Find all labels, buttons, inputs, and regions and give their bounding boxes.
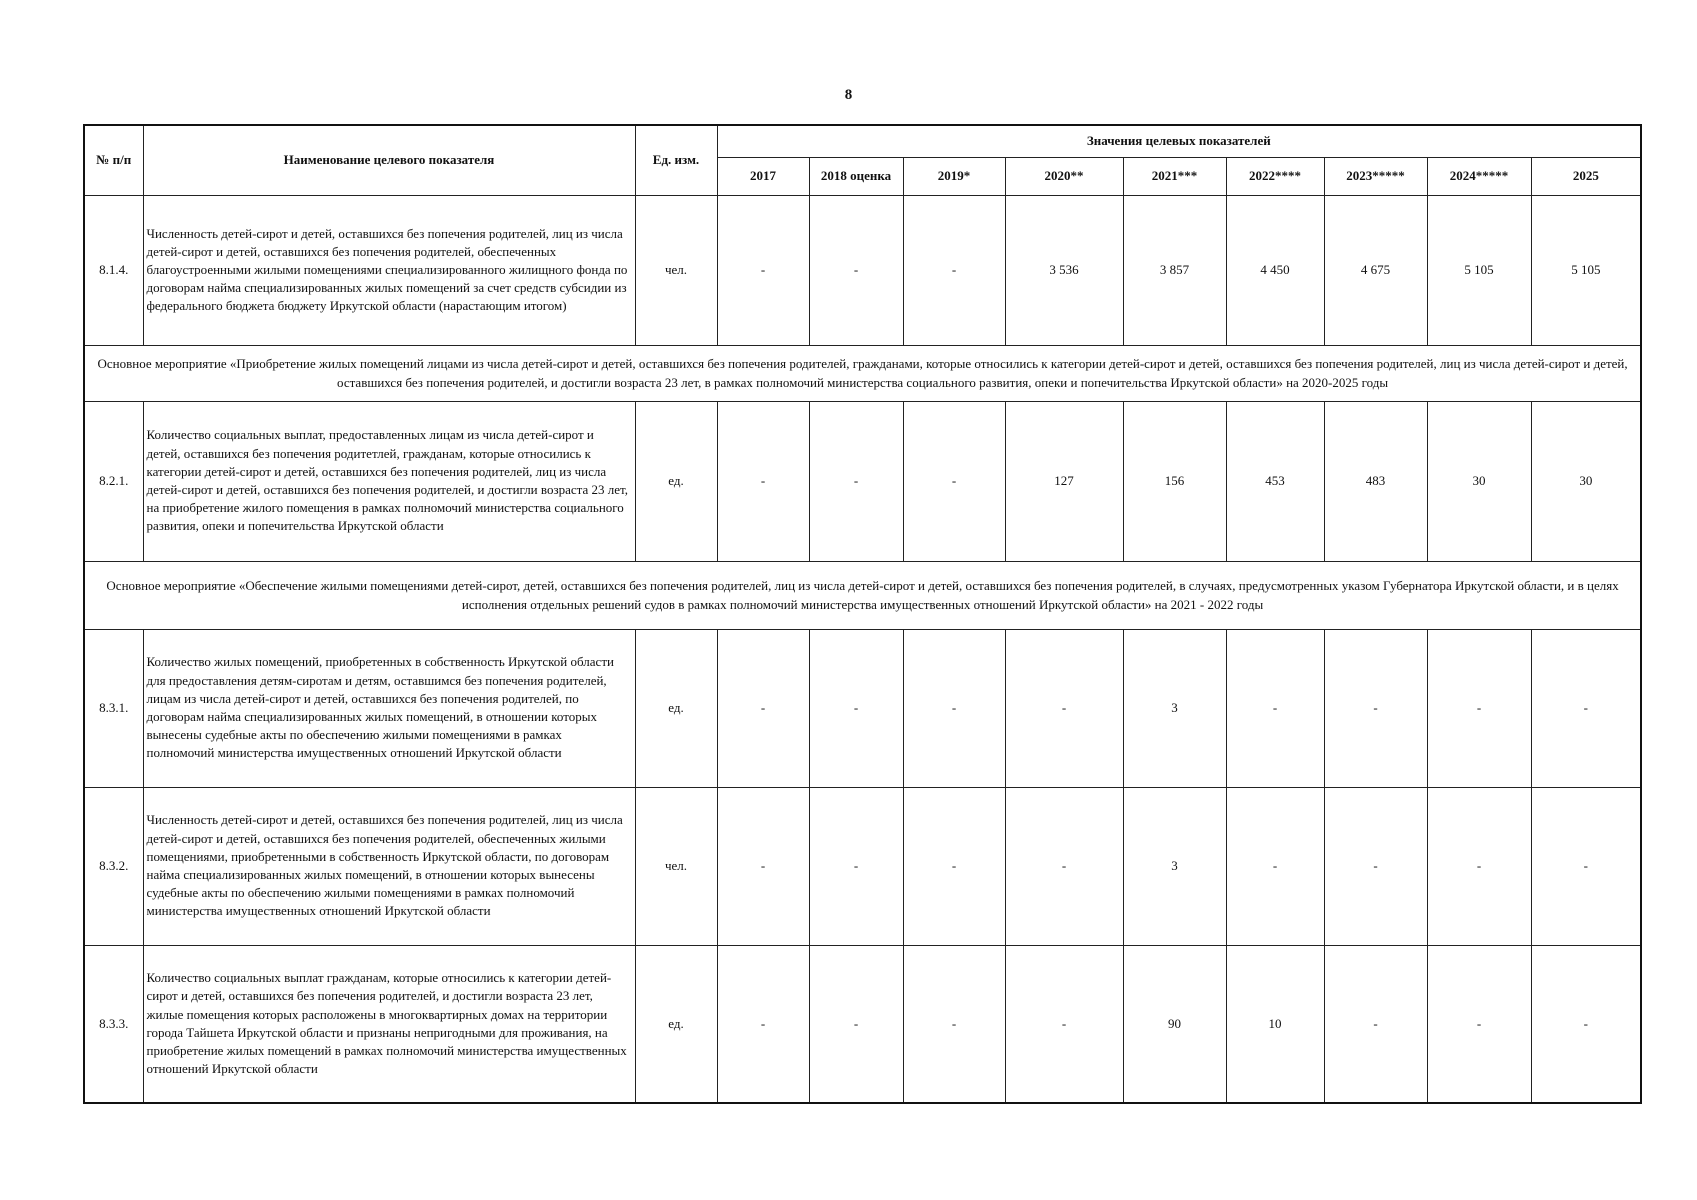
- header-name: Наименование целевого показателя: [143, 125, 635, 195]
- row-number: 8.2.1.: [84, 401, 143, 561]
- table-row: [84, 787, 1641, 945]
- value-cell: -: [717, 629, 809, 787]
- indicator-name: Количество жилых помещений, приобретенных в собственность Иркутской области для предоставления детям-сиротам и детям, оставшимся без попечения родителей, лицам из числа детей-сирот и детей, оставшихся без попечения родителей, по договорам найма специализированных жилых помещений, в отношении которых вынесены судебные акты по обеспечению жилыми помещениями в рамках полномочий министерства имущественных отношений Иркутской области: [143, 629, 635, 787]
- value-cell: -: [1531, 629, 1641, 787]
- value-cell: -: [809, 629, 903, 787]
- value-cell: 156: [1123, 401, 1226, 561]
- value-cell: -: [1427, 629, 1531, 787]
- row-number: 8.3.3.: [84, 945, 143, 1103]
- unit-cell: ед.: [635, 401, 717, 561]
- indicator-name: Численность детей-сирот и детей, оставшихся без попечения родителей, лиц из числа детей-сирот и детей, оставшихся без попечения родителей, обеспеченных благоустроенными жилыми помещениями специализированного жилищного фонда по договорам найма специализированных жилых помещений за счет средств субсидии из федерального бюджета бюджету Иркутской области (нарастающим итогом): [143, 195, 635, 345]
- value-cell: -: [1427, 787, 1531, 945]
- value-cell: -: [1531, 945, 1641, 1103]
- header-year: 2022****: [1226, 157, 1324, 195]
- value-cell: -: [1427, 945, 1531, 1103]
- value-cell: 30: [1531, 401, 1641, 561]
- header-year: 2018 оценка: [809, 157, 903, 195]
- value-cell: 3 857: [1123, 195, 1226, 345]
- table-row: [84, 401, 1641, 561]
- value-cell: -: [717, 945, 809, 1103]
- row-number: 8.3.1.: [84, 629, 143, 787]
- value-cell: -: [717, 401, 809, 561]
- value-cell: -: [1005, 945, 1123, 1103]
- unit-cell: чел.: [635, 787, 717, 945]
- table-row: [84, 945, 1641, 1103]
- value-cell: 3: [1123, 629, 1226, 787]
- value-cell: -: [903, 401, 1005, 561]
- indicator-name: Количество социальных выплат гражданам, которые относились к категории детей-сирот и детей, оставшихся без попечения родителей, и достигли возраста 23 лет, жилые помещения которых расположены в многоквартирных домах на территории города Тайшета Иркутской области и признаны непригодными для проживания, на приобретение жилых помещений в рамках полномочий министерства имущественных отношений Иркутской области: [143, 945, 635, 1103]
- value-cell: -: [809, 401, 903, 561]
- value-cell: -: [809, 787, 903, 945]
- section-row: [84, 345, 1641, 401]
- value-cell: -: [1324, 629, 1427, 787]
- row-number: 8.1.4.: [84, 195, 143, 345]
- value-cell: 5 105: [1531, 195, 1641, 345]
- value-cell: -: [1531, 787, 1641, 945]
- page-number: 8: [844, 87, 853, 103]
- value-cell: 483: [1324, 401, 1427, 561]
- value-cell: 4 450: [1226, 195, 1324, 345]
- value-cell: -: [1226, 629, 1324, 787]
- header-year: 2023*****: [1324, 157, 1427, 195]
- unit-cell: чел.: [635, 195, 717, 345]
- value-cell: 90: [1123, 945, 1226, 1103]
- value-cell: 453: [1226, 401, 1324, 561]
- value-cell: -: [809, 195, 903, 345]
- value-cell: -: [1226, 787, 1324, 945]
- indicators-table: [83, 124, 1642, 1104]
- section-title: Основное мероприятие «Обеспечение жилыми помещениями детей-сирот, детей, оставшихся без попечения родителей, лиц из числа детей-сирот и детей, оставшихся без попечения родителей, в случаях, предусмотренных указом Губернатора Иркутской области, и в целях исполнения отдельных решений судов в рамках полномочий министерства имущественных отношений Иркутской области» на 2021 - 2022 годы: [84, 561, 1641, 629]
- header-year: 2020**: [1005, 157, 1123, 195]
- header-year: 2021***: [1123, 157, 1226, 195]
- value-cell: -: [903, 945, 1005, 1103]
- header-year: 2017: [717, 157, 809, 195]
- section-row: [84, 561, 1641, 629]
- table-row: [84, 629, 1641, 787]
- header-year: 2025: [1531, 157, 1641, 195]
- header-values: Значения целевых показателей: [717, 125, 1641, 157]
- value-cell: -: [809, 945, 903, 1103]
- section-title: Основное мероприятие «Приобретение жилых помещений лицами из числа детей-сирот и детей, оставшихся без попечения родителей, гражданами, которые относились к категории детей-сирот и детей, оставшихся без попечения родителей, лиц из числа детей-сирот и детей, оставшихся без попечения родителей, и достигли возраста 23 лет, в рамках полномочий министерства социального развития, опеки и попечительства Иркутской области» на 2020-2025 годы: [84, 345, 1641, 401]
- indicator-name: Количество социальных выплат, предоставленных лицам из числа детей-сирот и детей, оставшихся без попечения родитетлей, гражданам, которые относились к категории детей-сирот и детей, оставшихся без попечения родителей, лиц из числа детей-сирот и детей, оставшихся без попечения родителей, и достигли возраста 23 лет, на приобретение жилого помещения в рамках полномочий министерства социального развития, опеки и попечительства Иркутской области: [143, 401, 635, 561]
- indicator-name: Численность детей-сирот и детей, оставшихся без попечения родителей, лиц из числа детей-сирот и детей, оставшихся без попечения родителей, обеспеченных жилыми помещениями, приобретенными в собственность Иркутской области, по договорам найма специализированных жилых помещений, в отношении которых вынесены судебные акты по обеспечению жилыми помещениями в рамках полномочий министерства имущественных отношений Иркутской области: [143, 787, 635, 945]
- value-cell: 3 536: [1005, 195, 1123, 345]
- value-cell: -: [903, 787, 1005, 945]
- unit-cell: ед.: [635, 945, 717, 1103]
- value-cell: 4 675: [1324, 195, 1427, 345]
- value-cell: -: [903, 195, 1005, 345]
- value-cell: 30: [1427, 401, 1531, 561]
- unit-cell: ед.: [635, 629, 717, 787]
- value-cell: -: [903, 629, 1005, 787]
- table-row: [84, 195, 1641, 345]
- value-cell: -: [717, 195, 809, 345]
- value-cell: -: [1005, 629, 1123, 787]
- value-cell: 10: [1226, 945, 1324, 1103]
- value-cell: 3: [1123, 787, 1226, 945]
- value-cell: -: [717, 787, 809, 945]
- header-year: 2019*: [903, 157, 1005, 195]
- row-number: 8.3.2.: [84, 787, 143, 945]
- value-cell: 127: [1005, 401, 1123, 561]
- value-cell: -: [1324, 787, 1427, 945]
- value-cell: -: [1005, 787, 1123, 945]
- header-year: 2024*****: [1427, 157, 1531, 195]
- header-unit: Ед. изм.: [635, 125, 717, 195]
- value-cell: 5 105: [1427, 195, 1531, 345]
- header-number: № п/п: [84, 125, 143, 195]
- value-cell: -: [1324, 945, 1427, 1103]
